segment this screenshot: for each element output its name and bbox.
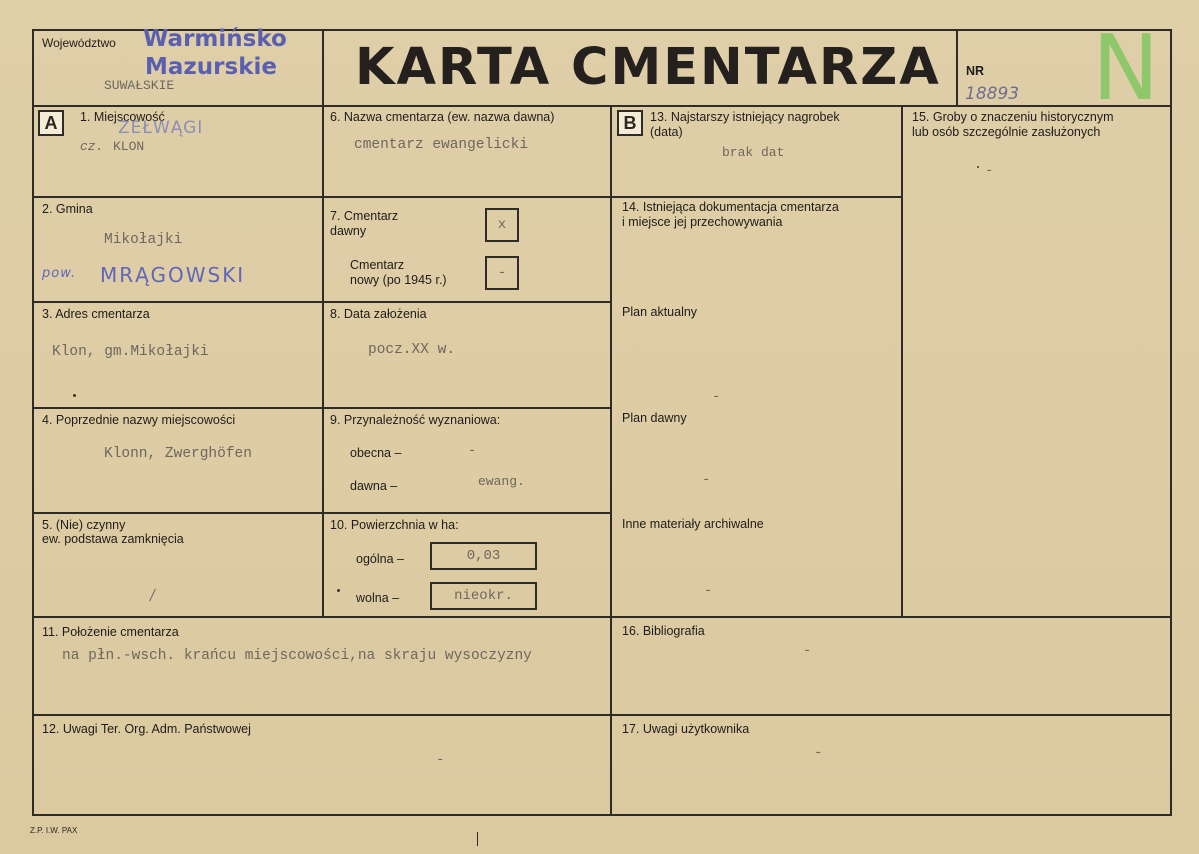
green-n-mark: N	[1092, 16, 1160, 121]
nr-value: 18893	[965, 84, 1020, 104]
field10-total-box: 0,03	[430, 542, 537, 570]
field14-other-value: -	[704, 583, 713, 599]
field14-former-plan-label: Plan dawny	[622, 411, 687, 425]
field4-label: 4. Poprzednie nazwy miejscowości	[42, 413, 236, 427]
row-rule-2	[32, 301, 610, 303]
field9-former-value: ewang.	[478, 474, 525, 489]
field4-typed: Klonn, Zwerghöfen	[104, 446, 252, 462]
card-title: KARTA CMENTARZA	[355, 38, 941, 97]
col-divider-1	[322, 105, 324, 617]
row-rule-6	[32, 714, 1172, 716]
field9-former-label: dawna –	[350, 479, 398, 493]
printer-imprint: Z.P. I.W. PAX	[30, 826, 78, 835]
field12-label: 12. Uwagi Ter. Org. Adm. Państwowej	[42, 722, 251, 736]
field10-label: 10. Powierzchnia w ha:	[330, 518, 459, 532]
header-divider-left	[322, 29, 324, 105]
field12-value: -	[436, 752, 445, 768]
field8-label: 8. Data założenia	[330, 307, 427, 321]
row-rule-1	[32, 196, 901, 198]
field6-label: 6. Nazwa cmentarza (ew. nazwa dawna)	[330, 110, 555, 124]
field17-label: 17. Uwagi użytkownika	[622, 722, 750, 736]
field3-typed: Klon, gm.Mikołajki	[52, 344, 209, 360]
field2-hand-prefix: pow.	[42, 266, 77, 281]
field1-typed: KLON	[113, 139, 145, 154]
section-a-badge: A	[38, 110, 64, 136]
field2-handwritten: MRĄGOWSKI	[100, 263, 246, 287]
ink-dot	[73, 394, 76, 397]
field10-free-box: nieokr.	[430, 582, 537, 610]
field5-label: 5. (Nie) czynny ew. podstawa zamknięcia	[42, 518, 184, 546]
field11-label: 11. Położenie cmentarza	[42, 625, 179, 639]
header-bottom-rule	[32, 105, 1172, 107]
row-rule-5	[32, 616, 1172, 618]
field9-current-label: obecna –	[350, 446, 402, 460]
field1-prefix: cz.	[80, 139, 104, 154]
col-divider-2	[610, 105, 612, 816]
field14-former-plan-value: -	[702, 472, 711, 488]
row-rule-4	[32, 512, 610, 514]
field7b-checkbox: -	[485, 256, 519, 290]
field14-current-plan-value: -	[712, 389, 721, 405]
field17-value: -	[814, 745, 823, 761]
field14-label: 14. Istniejąca dokumentacja cmentarza i miejsce jej przechowywania	[622, 200, 839, 229]
voivodeship-stamp-line1: Warmińsko	[143, 26, 287, 52]
voivodeship-label: Województwo	[42, 36, 116, 50]
field7a-label: 7. Cmentarz dawny	[330, 209, 399, 238]
field13-label: 13. Najstarszy istniejący nagrobek (data)	[650, 110, 840, 139]
field2-typed: Mikołajki	[104, 232, 183, 248]
ink-dot	[977, 166, 979, 168]
header-divider-right	[956, 29, 958, 105]
field11-typed: na płn.-wsch. krańcu miejscowości,na skraju wysoczyzny	[62, 648, 532, 664]
field3-label: 3. Adres cmentarza	[42, 307, 150, 321]
field14-other-label: Inne materiały archiwalne	[622, 517, 764, 531]
nr-label: NR	[966, 64, 985, 78]
field15-value: -	[985, 163, 994, 179]
field10-total-label: ogólna –	[356, 552, 404, 566]
voivodeship-stamp-line2: Mazurskie	[145, 54, 277, 80]
row-rule-3	[32, 407, 610, 409]
field7a-checkbox: x	[485, 208, 519, 242]
field13-typed: brak dat	[722, 145, 785, 160]
ink-dot	[337, 589, 340, 592]
field1-handwritten: ZEŁWĄGI	[118, 118, 204, 138]
edge-mark	[477, 832, 478, 846]
field9-current-value: -	[468, 443, 477, 459]
field9-label: 9. Przynależność wyznaniowa:	[330, 413, 501, 427]
field2-label: 2. Gmina	[42, 202, 93, 216]
field10-free-label: wolna –	[356, 591, 400, 605]
field16-value: -	[803, 643, 812, 659]
field6-typed: cmentarz ewangelicki	[354, 137, 529, 153]
field16-label: 16. Bibliografia	[622, 624, 705, 638]
voivodeship-typed: SUWAŁSKIE	[104, 78, 175, 93]
field14-current-plan-label: Plan aktualny	[622, 305, 698, 319]
section-b-badge: B	[617, 110, 643, 136]
field7b-label: Cmentarz nowy (po 1945 r.)	[350, 258, 447, 287]
field15-label: 15. Groby o znaczeniu historycznym lub osób szczególnie zasłużonych	[912, 110, 1114, 139]
field8-typed: pocz.XX w.	[368, 342, 456, 358]
col-divider-3	[901, 105, 903, 617]
field1-label: 1. Miejscowość	[80, 110, 165, 124]
